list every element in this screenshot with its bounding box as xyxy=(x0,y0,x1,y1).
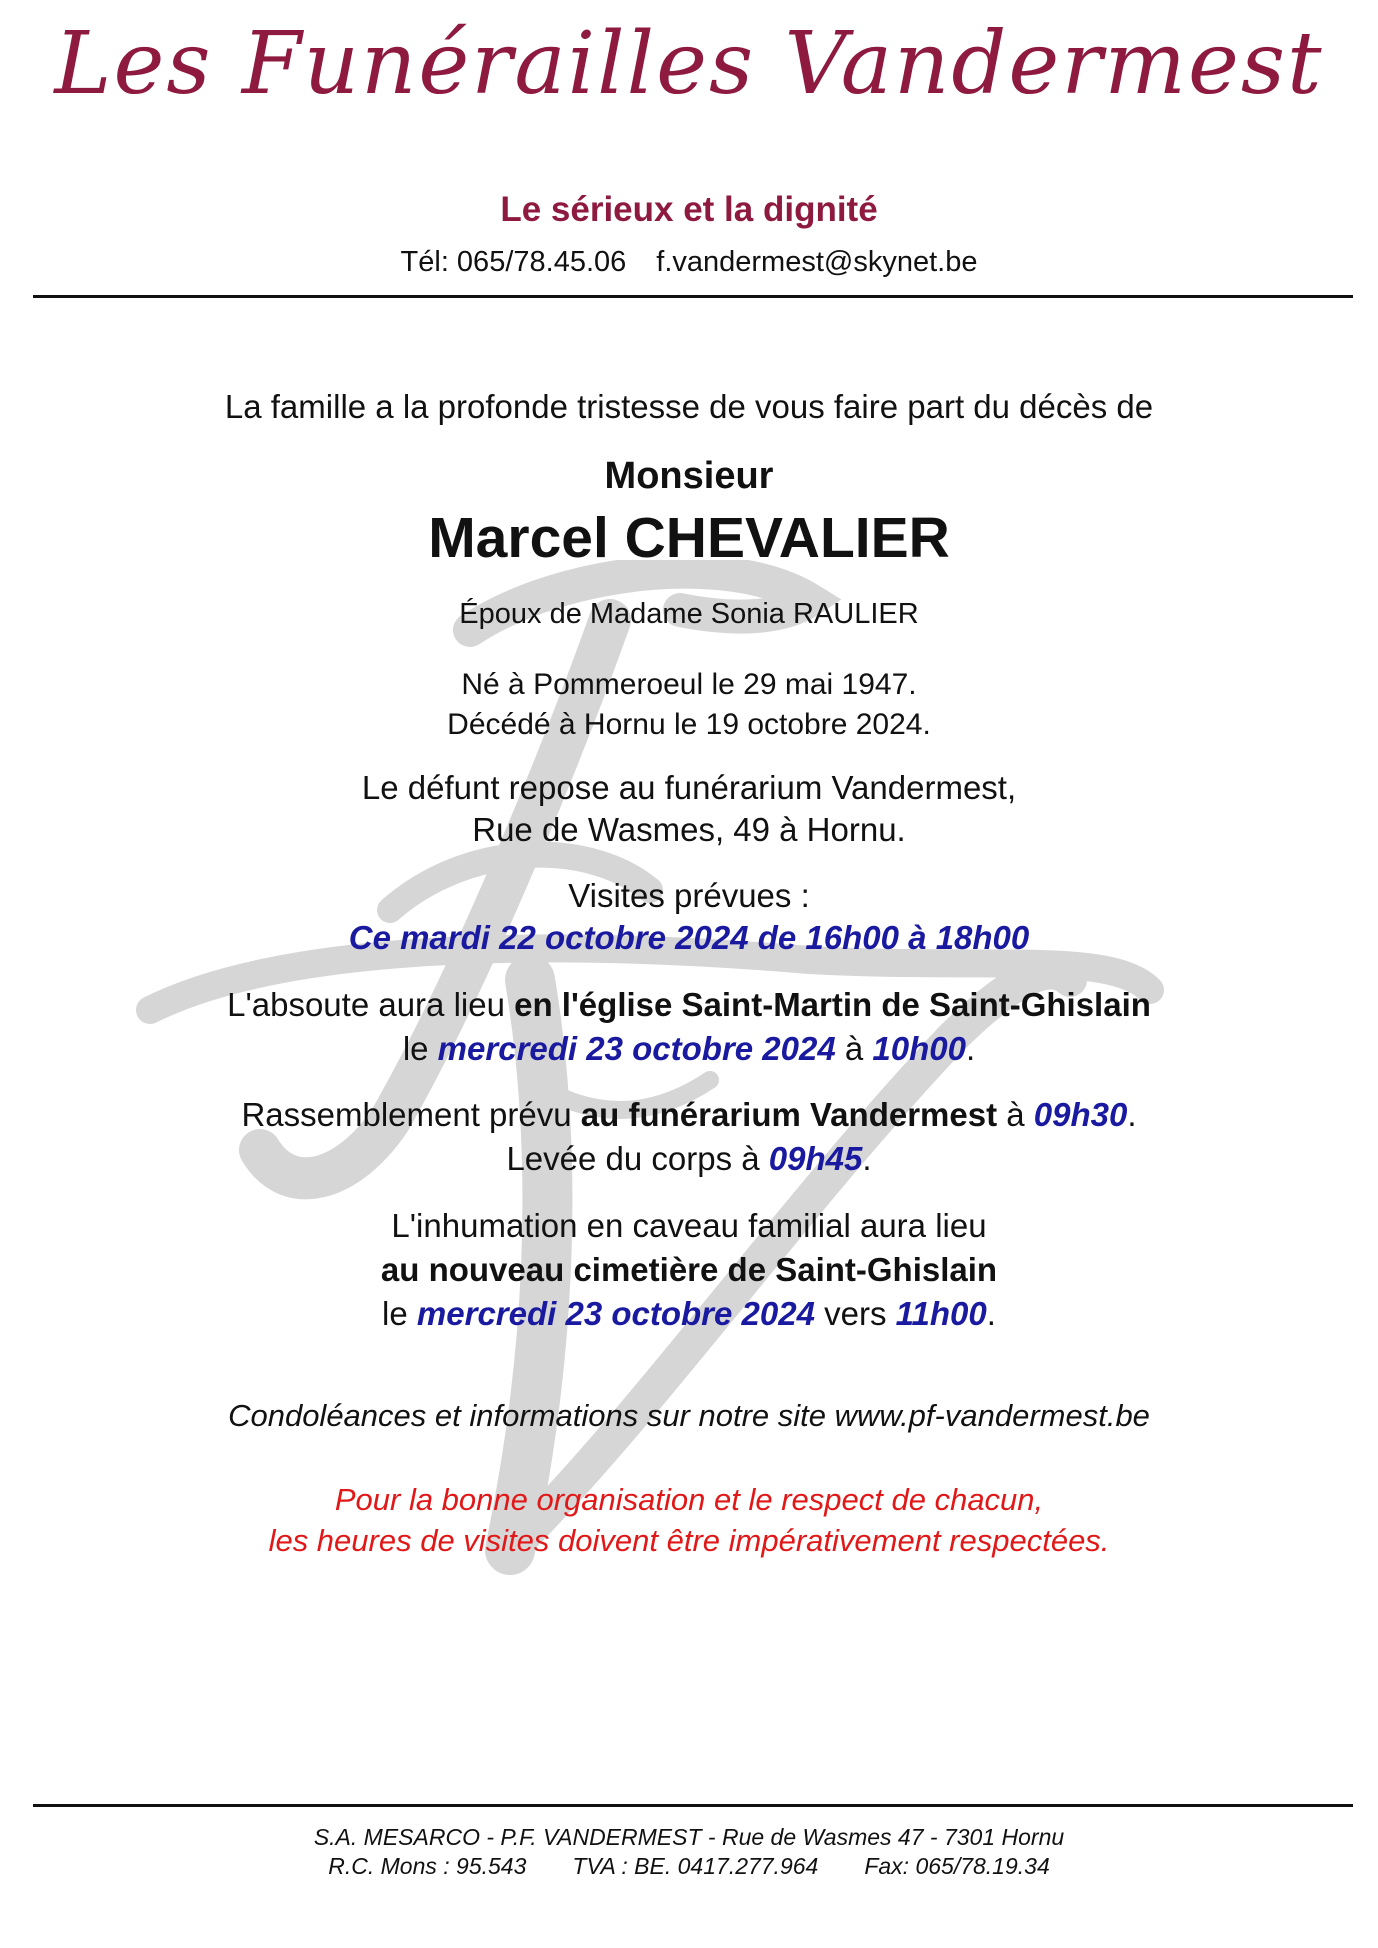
warning-line-1: Pour la bonne organisation et le respect de chacun, xyxy=(334,1482,1044,1517)
absoute-place: en l'église Saint-Martin de Saint-Ghislain xyxy=(514,986,1151,1023)
warning-line-2: les heures de visites doivent être impérativement respectées. xyxy=(268,1523,1110,1558)
burial-info xyxy=(0,1204,1378,1336)
phone-number: Tél: 065/78.45.06 xyxy=(400,246,627,278)
absoute-date: mercredi 23 octobre 2024 xyxy=(437,1030,836,1067)
gathering-info xyxy=(0,1093,1378,1181)
spouse-line: Époux de Madame Sonia RAULIER xyxy=(459,598,919,630)
gathering-a: à xyxy=(997,1096,1034,1133)
deceased-title: Monsieur xyxy=(604,455,774,497)
gathering-place: au funérarium Vandermest xyxy=(580,1096,998,1133)
condolences-text: Condoléances et informations sur notre site www.pf-vandermest.be xyxy=(228,1398,1150,1433)
gathering-time: 09h30 xyxy=(1033,1096,1128,1133)
burial-vers: vers xyxy=(814,1295,896,1332)
life-dates xyxy=(0,665,1378,745)
visits-label: Visites prévues : xyxy=(568,877,810,914)
burial-time: 11h00 xyxy=(895,1295,987,1332)
repose-info xyxy=(0,767,1378,851)
visits-info xyxy=(0,875,1378,959)
absoute-period: . xyxy=(966,1030,976,1067)
visits-schedule: Ce mardi 22 octobre 2024 de 16h00 à 18h00 xyxy=(348,919,1030,956)
header-divider xyxy=(33,295,1353,298)
absoute-le: le xyxy=(402,1030,438,1067)
brand-title: Les Funérailles Vandermest xyxy=(54,14,1324,114)
intro-text: La famille a la profonde tristesse de vous faire part du décès de xyxy=(224,388,1154,425)
levee-prefix: Levée du corps à xyxy=(506,1140,769,1177)
levee-period: . xyxy=(862,1140,872,1177)
tagline: Le sérieux et la dignité xyxy=(500,190,878,229)
absoute-line-1 xyxy=(0,983,1378,1027)
gathering-line xyxy=(0,1093,1378,1137)
deceased-name: Marcel CHEVALIER xyxy=(428,506,950,570)
gathering-period: . xyxy=(1127,1096,1137,1133)
levee-line xyxy=(0,1137,1378,1181)
burial-line-1: L'inhumation en caveau familial aura lieu xyxy=(391,1207,987,1244)
email-address[interactable]: f.vandermest@skynet.be xyxy=(656,246,978,278)
repose-line-2: Rue de Wasmes, 49 à Hornu. xyxy=(472,811,906,848)
footer-company: S.A. MESARCO - P.F. VANDERMEST - Rue de Wasmes 47 - 7301 Hornu xyxy=(313,1824,1065,1850)
gathering-prefix: Rassemblement prévu xyxy=(241,1096,581,1133)
death-line: Décédé à Hornu le 19 octobre 2024. xyxy=(447,708,931,741)
repose-line-1: Le défunt repose au funérarium Vandermest, xyxy=(361,769,1017,806)
footer-fax: Fax: 065/78.19.34 xyxy=(864,1853,1050,1879)
footer-rc: R.C. Mons : 95.543 xyxy=(328,1853,527,1879)
birth-line: Né à Pommeroeul le 29 mai 1947. xyxy=(461,668,917,701)
absoute-time: 10h00 xyxy=(872,1030,966,1067)
absoute-line-2 xyxy=(0,1027,1378,1071)
footer-tva: TVA : BE. 0417.277.964 xyxy=(572,1853,819,1879)
footer-registration xyxy=(0,1852,1378,1881)
burial-le: le xyxy=(382,1295,417,1332)
absoute-prefix: L'absoute aura lieu xyxy=(227,986,515,1023)
burial-place: au nouveau cimetière de Saint-Ghislain xyxy=(380,1251,998,1288)
absoute-info xyxy=(0,983,1378,1071)
levee-time: 09h45 xyxy=(768,1140,863,1177)
visit-hours-warning xyxy=(0,1479,1378,1561)
burial-line-3 xyxy=(0,1292,1378,1336)
absoute-a: à xyxy=(835,1030,873,1067)
contact-line xyxy=(0,246,1378,279)
footer xyxy=(0,1823,1378,1881)
footer-divider xyxy=(33,1804,1353,1807)
burial-period: . xyxy=(986,1295,996,1332)
burial-date: mercredi 23 octobre 2024 xyxy=(416,1295,815,1332)
